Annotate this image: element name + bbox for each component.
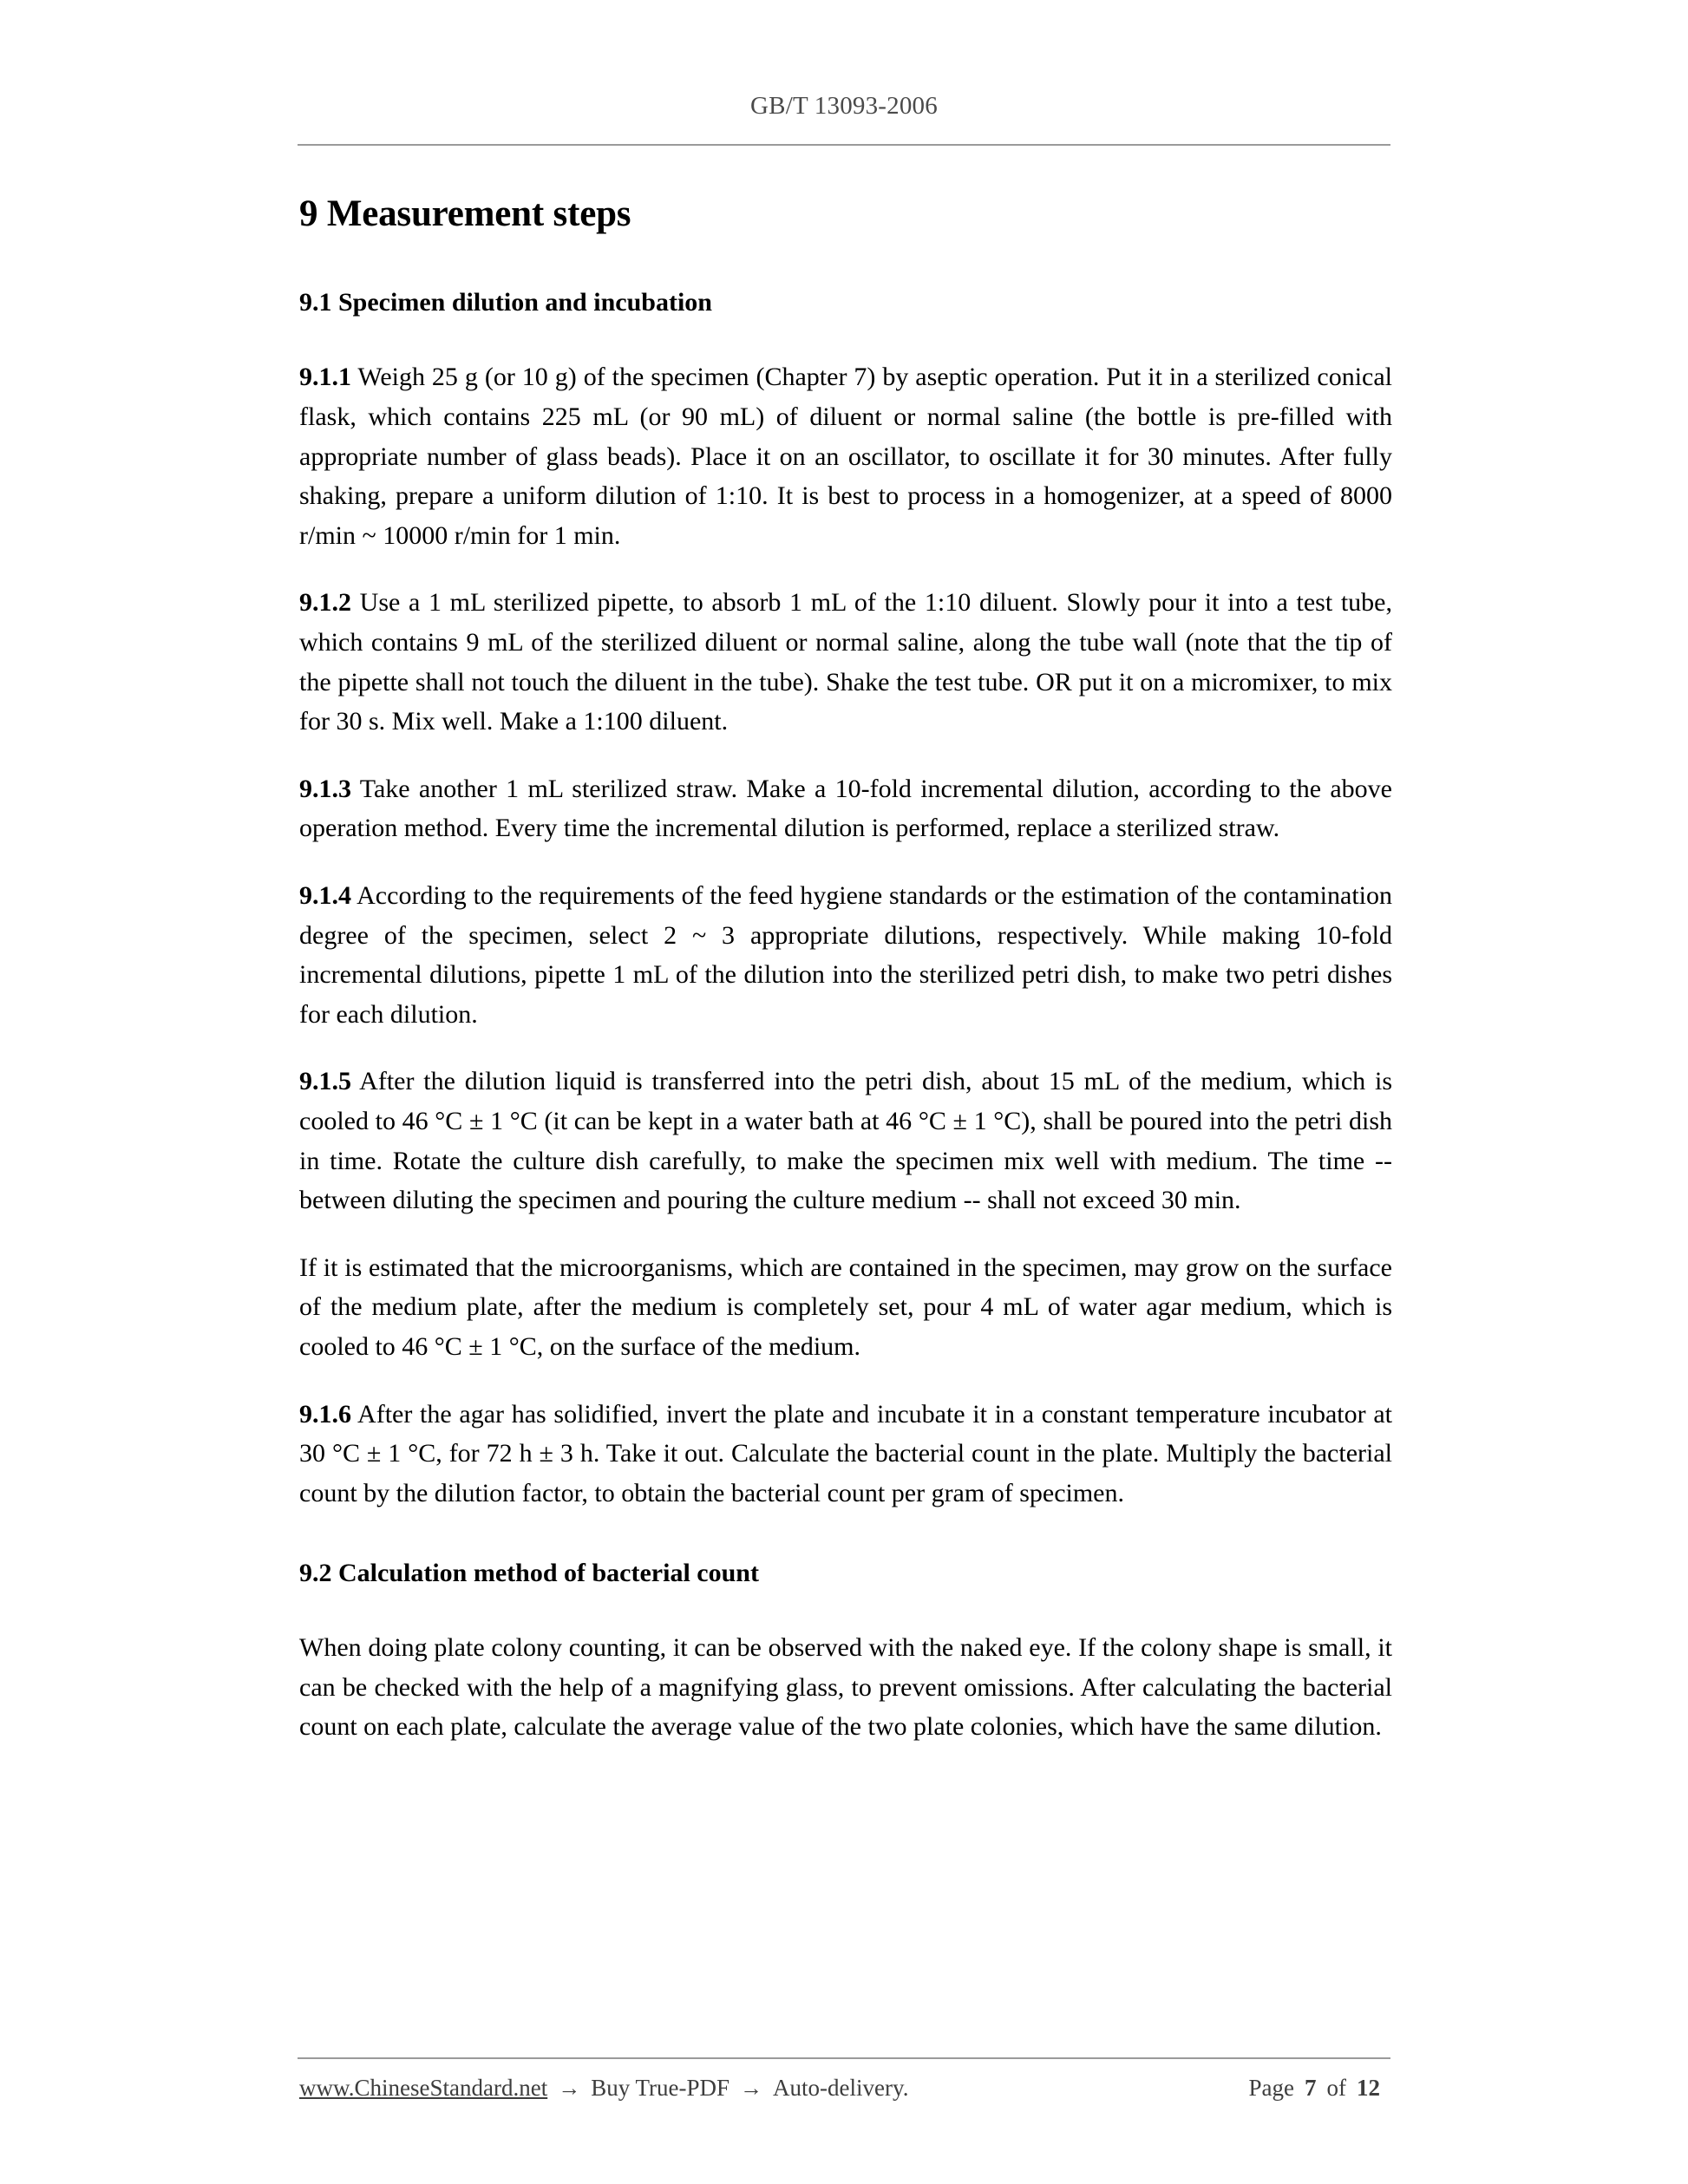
paragraph-number: 9.1.6 (299, 1399, 351, 1429)
paragraph-9-1-2 (299, 583, 1392, 741)
paragraph-text: Weigh 25 g (or 10 g) of the specimen (Chapter 7) by aseptic operation. Put it in a sterilized conical flask, which contains 225 mL (or 90 mL) of diluent or normal saline (the bottle is pre-filled with appropriate number of glass beads). Place it on an oscillator, to oscillate it for 30 minutes. After fully shaking, prepare a uniform dilution of 1:10. It is best to process in a homogenizer, at a speed of 8000 r/min ~ 10000 r/min for 1 min. (299, 363, 1392, 550)
footer-offer-label: Buy True-PDF (591, 2075, 730, 2101)
document-body (299, 193, 1392, 1747)
arrow-right-icon: → (558, 2076, 581, 2101)
paragraph-9-1-3 (299, 769, 1392, 848)
paragraph-9-1-5 (299, 1062, 1392, 1220)
paragraph-text: According to the requirements of the feed hygiene standards or the estimation of the contamination degree of the specimen, select 2 ~ 3 appropriate dilutions, respectively. While making 10-fold incremental dilutions, pipette 1 mL of the dilution into the sterilized petri dish, to make two petri dishes for each dilution. (299, 880, 1392, 1029)
page-of-label: of (1326, 2075, 1346, 2101)
page-number: 7 (1305, 2075, 1317, 2101)
footer-site-link[interactable]: www.ChineseStandard.net (299, 2075, 548, 2101)
footer-divider (298, 2057, 1390, 2059)
spacer (299, 1540, 1392, 1558)
footer-promo (299, 2075, 908, 2102)
paragraph-text: If it is estimated that the microorganisms, which are contained in the specimen, may grow on the surface of the medium plate, after the medium is completely set, pour 4 mL of water agar medium, which is cooled to 46 °C ± 1 °C, on the surface of the medium. (299, 1252, 1392, 1361)
header-divider (298, 144, 1390, 146)
page-label: Page (1248, 2075, 1294, 2101)
subsection-title-9-2: 9.2 Calculation method of bacterial count (299, 1559, 759, 1588)
footer-delivery-label: Auto-delivery. (773, 2075, 909, 2101)
paragraph-number: 9.1.5 (299, 1067, 351, 1096)
paragraph-9-1-4 (299, 876, 1392, 1034)
standard-code-header: GB/T 13093-2006 (750, 92, 938, 120)
page-total: 12 (1357, 2075, 1380, 2101)
page-footer (299, 2075, 1389, 2102)
paragraph-colony-counting (299, 1628, 1392, 1747)
spacer (299, 235, 1392, 287)
arrow-right-icon: → (740, 2076, 763, 2101)
paragraph-text: When doing plate colony counting, it can be observed with the naked eye. If the colony shape is small, it can be checked with the help of a magnifying glass, to prevent omissions. After calculating the bacterial count on each plate, calculate the average value of the two plate colonies, which have the same dilution. (299, 1633, 1392, 1742)
paragraph-number: 9.1.4 (299, 880, 351, 910)
paragraph-number: 9.1.3 (299, 774, 351, 803)
page-indicator (1249, 2075, 1389, 2102)
paragraph-surface-growth-note (299, 1248, 1392, 1367)
page-header (295, 94, 1393, 119)
paragraph-text: After the agar has solidified, invert the plate and incubate it in a constant temperature incubator at 30 °C ± 1 °C, for 72 h ± 3 h. Take it out. Calculate the bacterial count in the plate. Multiply the bacterial count by the dilution factor, to obtain the bacterial count per gram of specimen. (299, 1399, 1392, 1507)
paragraph-number: 9.1.2 (299, 588, 351, 618)
paragraph-number: 9.1.1 (299, 363, 351, 392)
paragraph-text: Take another 1 mL sterilized straw. Make a 10-fold incremental dilution, according to the above operation method. Every time the incremental dilution is performed, replace a sterilized straw. (299, 774, 1392, 843)
paragraph-text: Use a 1 mL sterilized pipette, to absorb 1 mL of the 1:10 diluent. Slowly pour it into a test tube, which contains 9 mL of the sterilized diluent or normal saline, along the tube wall (note that the tip of the pipette shall not touch the diluent in the tube). Shake the test tube. OR put it on a micromixer, to mix for 30 s. Mix well. Make a 1:100 diluent. (299, 588, 1392, 736)
paragraph-text: After the dilution liquid is transferred into the petri dish, about 15 mL of the medium, which is cooled to 46 °C ± 1 °C (it can be kept in a water bath at 46 °C ± 1 °C), shall be poured into the petri dish in time. Rotate the culture dish carefully, to make the specimen mix well with medium. The time -- between diluting the specimen and pouring the culture medium -- shall not exceed 30 min. (299, 1067, 1392, 1215)
spacer (299, 1589, 1392, 1628)
section-title: 9 Measurement steps (299, 193, 631, 234)
subsection-title-9-1: 9.1 Specimen dilution and incubation (299, 288, 712, 317)
paragraph-9-1-6 (299, 1395, 1392, 1514)
spacer (299, 318, 1392, 357)
paragraph-9-1-1 (299, 357, 1392, 555)
